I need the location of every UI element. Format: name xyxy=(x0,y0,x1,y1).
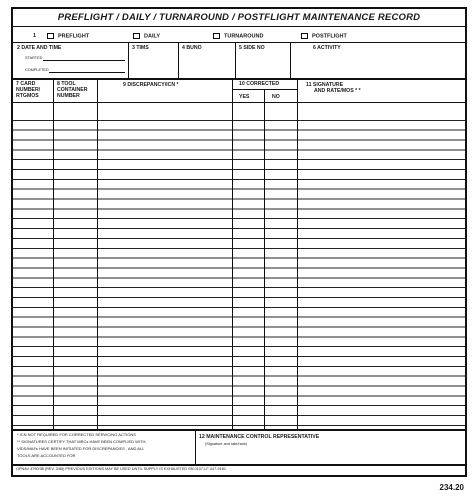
date-time-label: 2 DATE AND TIME xyxy=(17,45,62,51)
footer-notes: * ICN NOT REQUIRED FOR CORRECTED SERVICING ACTIONS ** SIGNATURES CERTIFY THAT MRCs HAVE BEEN COMPLIED WITH, VIDS/MAFs HAVE BEEN INITIATED FOR DISCREPANCIES , AND ALL TOOLS ARE ACCOUNTED FOR xyxy=(17,432,147,458)
no-header: NO xyxy=(272,94,280,100)
column-divider xyxy=(53,78,54,429)
divider xyxy=(195,429,196,464)
checkbox-square[interactable] xyxy=(213,33,220,39)
checkbox-square[interactable] xyxy=(133,33,140,39)
tims-label: 3 TIMS xyxy=(132,45,149,51)
divider xyxy=(178,42,179,78)
checkbox-daily[interactable]: DAILY xyxy=(133,33,160,39)
divider xyxy=(13,102,465,103)
maintenance-control-sub: (Signature and rate/rank) xyxy=(205,442,248,446)
form-footer-id: OPNAV 4790/38 (REV. 3/85) PREVIOUS EDITIONS MAY BE USED UNTIL SUPPLY IS EXHAUSTED SN 0107-LF-047-9181 xyxy=(16,467,226,471)
discrepancy-header: 9 DISCREPANCY/ICN * xyxy=(123,82,179,88)
started-field-line[interactable] xyxy=(43,60,125,61)
item-number-1: 1 xyxy=(33,33,37,39)
column-divider xyxy=(264,89,265,429)
divider xyxy=(13,42,465,43)
divider xyxy=(13,464,465,466)
card-number-header: 7 CARD NUMBER/ RTGMOS xyxy=(16,81,41,99)
activity-label: 6 ACTIVITY xyxy=(313,45,341,51)
completed-field-line[interactable] xyxy=(49,72,125,73)
maintenance-record-form xyxy=(11,7,467,477)
yes-header: YES xyxy=(239,94,250,100)
started-label: STARTED xyxy=(25,56,43,60)
entry-rows-grid[interactable] xyxy=(13,111,465,429)
divider xyxy=(13,26,465,27)
checkbox-turnaround[interactable]: TURNAROUND xyxy=(213,33,263,39)
side-no-label: 5 SIDE NO xyxy=(239,45,265,51)
tool-container-header: 8 TOOL CONTAINER NUMBER xyxy=(57,81,88,99)
divider xyxy=(290,42,291,78)
divider xyxy=(128,42,129,78)
buno-label: 4 BUNO xyxy=(182,45,202,51)
divider xyxy=(13,78,465,80)
checkbox-square[interactable] xyxy=(301,33,308,39)
checkbox-square[interactable] xyxy=(47,33,54,39)
signature-header: 11 SIGNATURE AND RATE/MOS * * xyxy=(306,82,361,94)
divider xyxy=(235,42,236,78)
column-divider xyxy=(297,78,298,429)
form-title: PREFLIGHT / DAILY / TURNAROUND / POSTFLIGHT MAINTENANCE RECORD xyxy=(57,12,421,23)
column-divider xyxy=(97,78,98,429)
checkbox-postflight[interactable]: POSTFLIGHT xyxy=(301,33,347,39)
column-divider xyxy=(232,78,233,429)
corrected-header: 10 CORRECTED xyxy=(239,81,280,87)
page-number: 234.20 xyxy=(439,483,464,492)
maintenance-control-label: 12 MAINTENANCE CONTROL REPRESENTATIVE xyxy=(199,434,320,440)
completed-label: COMPLETED xyxy=(25,68,49,72)
checkbox-preflight[interactable]: PREFLIGHT xyxy=(47,33,89,39)
